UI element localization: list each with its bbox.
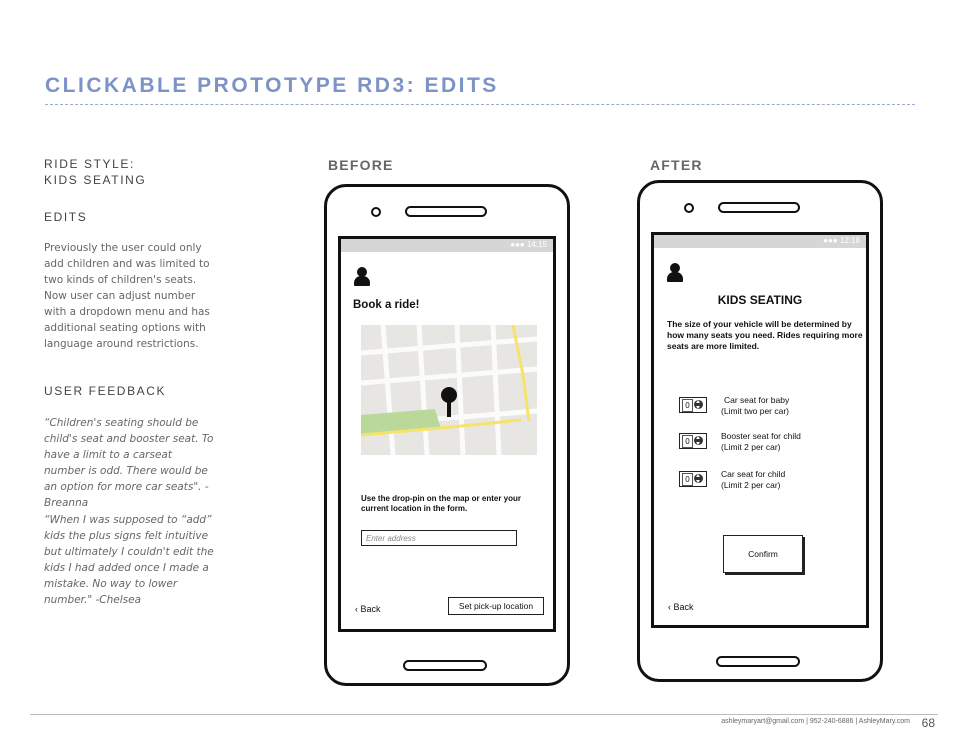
up-down-arrows-icon[interactable] (694, 474, 703, 483)
phone-camera (684, 203, 694, 213)
before-phone (324, 184, 570, 686)
stepper-value: 0 (682, 473, 693, 486)
status-icons: ●●● 14:15 (510, 240, 547, 249)
phone-speaker (405, 206, 487, 217)
stepper-value: 0 (682, 399, 693, 412)
seat-option-child (679, 469, 864, 495)
phone-camera (371, 207, 381, 217)
up-down-arrows-icon[interactable] (694, 436, 703, 445)
up-down-arrows-icon[interactable] (694, 400, 703, 409)
back-button[interactable]: ‹ Back (355, 604, 381, 614)
set-pickup-button[interactable]: Set pick-up location (448, 597, 544, 615)
map-instructions: Use the drop-pin on the map or enter your current location in the form. (361, 494, 522, 513)
footer-divider (30, 714, 938, 715)
address-input[interactable]: Enter address (361, 530, 517, 546)
back-label: Back (360, 604, 381, 614)
section-heading-line1: RIDE STYLE: (44, 157, 135, 171)
after-label: AFTER (650, 157, 703, 173)
page-number: 68 (921, 716, 935, 730)
seat-limit: (Limit 2 per car) (721, 442, 781, 452)
quantity-stepper[interactable] (679, 397, 707, 413)
seat-label (721, 395, 789, 417)
footer-contact: ashleymaryart@gmail.com | 952-240-6886 | AshleyMary.com (721, 718, 910, 725)
page-title: CLICKABLE PROTOTYPE RD3: EDITS (45, 74, 499, 97)
feedback-heading: USER FEEDBACK (44, 384, 167, 398)
title-divider (45, 104, 915, 105)
stepper-value: 0 (682, 435, 693, 448)
back-button[interactable]: ‹ Back (668, 602, 694, 612)
seat-name: Car seat for child (721, 469, 786, 479)
seat-option-baby (679, 395, 864, 421)
status-time: 14:15 (526, 240, 547, 249)
seat-limit: (Limit two per car) (721, 406, 790, 416)
book-ride-title: Book a ride! (353, 299, 420, 311)
confirm-button[interactable]: Confirm (723, 535, 803, 573)
back-label: Back (673, 602, 694, 612)
feedback-quote-1: “Children's seating should be child's seat and booster seat. To have a limit to a carseat number is odd. There would be an option for more car seats". -Breanna (44, 417, 214, 509)
section-heading (44, 156, 146, 188)
quantity-stepper[interactable] (679, 433, 707, 449)
seat-name: Booster seat for child (721, 431, 801, 441)
status-time: 12:18 (839, 236, 860, 245)
phone-home-button (403, 660, 487, 671)
kids-seating-title: KIDS SEATING (717, 293, 803, 307)
section-heading-line2: KIDS SEATING (44, 173, 147, 187)
status-icons: ●●● 12:18 (823, 236, 860, 245)
map-view[interactable] (361, 325, 537, 455)
phone-home-button (716, 656, 800, 667)
phone-speaker (718, 202, 800, 213)
before-screen (338, 236, 556, 632)
edits-body: Previously the user could only add children and was limited to two kinds of children's seats. Now user can adjust number with a dropdown menu and has additional seating options with language around restrictions. (44, 242, 210, 350)
seat-option-booster (679, 431, 864, 457)
kids-seating-description: The size of your vehicle will be determined by how many seats you need. Rides requiring more seats are more limited. (667, 319, 863, 351)
before-label: BEFORE (328, 157, 394, 173)
quantity-stepper[interactable] (679, 471, 707, 487)
edits-heading: EDITS (44, 210, 88, 224)
after-screen (651, 232, 869, 628)
feedback-quote-2: “When I was supposed to “add” kids the plus signs felt intuitive but ultimately I couldn't edit the kids I had added once I made a mistake. No way to lower number." -Chelsea (44, 514, 214, 606)
status-bar (654, 235, 866, 248)
status-bar (341, 239, 553, 252)
seat-label (721, 431, 801, 453)
seat-label (721, 469, 785, 491)
user-icon[interactable] (667, 263, 683, 283)
after-phone (637, 180, 883, 682)
seat-limit: (Limit 2 per car) (721, 480, 781, 490)
user-icon[interactable] (354, 267, 370, 287)
seat-name: Car seat for baby (724, 395, 790, 405)
